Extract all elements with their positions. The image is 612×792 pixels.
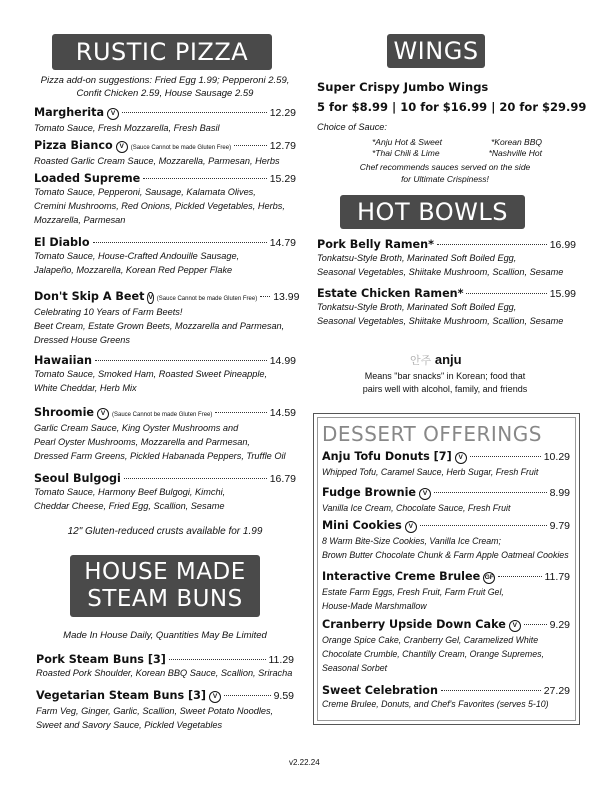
item-name: Margherita [34,106,105,119]
item-description: Mozzarella, Parmesan [34,215,126,225]
item-price: 9.79 [549,520,570,532]
vegetarian-icon: V [509,620,521,632]
sauce-label: Choice of Sauce: [317,122,387,132]
item-description: Brown Butter Chocolate Chunk & Farm Apple Oatmeal Cookies [322,550,569,560]
pizza-item [34,139,296,168]
item-description: Celebrating 10 Years of Farm Beets! [34,307,183,317]
item-name: Pork Belly Ramen* [317,238,434,251]
item-description: Farm Veg, Ginger, Garlic, Scallion, Sweet Potato Noodles, [36,706,274,716]
item-header [34,354,296,367]
item-name: Hawaiian [34,354,92,367]
item-header [322,486,570,501]
item-price: 14.99 [269,355,296,367]
item-description: Beet Cream, Estate Grown Beets, Mozzarella and Parmesan, [34,321,285,331]
item-name: Estate Chicken Ramen* [317,287,464,300]
steam-buns-note: Made In House Daily, Quantities May Be Limited [63,630,267,641]
dessert-item [322,684,570,711]
sauce-nashville: *Nashville Hot [488,148,542,158]
dessert-item [322,618,570,675]
pizza-item [34,406,296,463]
vegetarian-icon: V [209,691,221,703]
item-header [34,106,296,121]
wings-price-10: 10 for $16.99 [400,100,488,114]
anju-korean: 안주 [410,355,432,367]
wings-price-20: 20 for $29.99 [499,100,587,114]
dessert-title: DESSERT OFFERINGS [322,422,542,446]
item-header [322,519,570,534]
item-description: Dressed Farm Greens, Pickled Habanada Peppers, Truffle Oil [34,451,286,461]
steam-bun-item [36,689,294,732]
item-price: 15.29 [269,173,296,185]
item-description: Tonkatsu-Style Broth, Marinated Soft Boiled Egg, [317,253,517,263]
item-name: Pork Steam Buns [3] [36,653,166,666]
item-description: Tomato Sauce, Fresh Mozzarella, Fresh Basil [34,123,220,133]
pizza-item [34,354,296,395]
item-header [317,287,576,300]
steam-bun-item [36,653,294,680]
item-sauce-note: (Sauce Cannot be made Gluten Free) [130,145,232,151]
item-price: 13.99 [273,291,300,303]
wings-prices: 5 for $8.99 | 10 for $16.99 | 20 for $29.99 [317,100,587,114]
item-description: Estate Farm Eggs, Fresh Fruit, Farm Fruit Gel, [322,587,504,597]
dot-leader [437,244,547,245]
dot-leader [434,492,547,493]
vegetarian-icon: V [455,452,467,464]
item-description: Whipped Tofu, Caramel Sauce, Herb Sugar, Fresh Fruit [322,467,539,477]
gluten-free-icon: GF [483,572,495,584]
anju-definition: Means "bar snacks" in Korean; food that pairs well with alcohol, family, and friends [362,371,528,394]
item-description: Roasted Pork Shoulder, Korean BBQ Sauce, Scallion, Sriracha [36,668,293,678]
item-description: Cremini Mushrooms, Red Onions, Pickled Vegetables, Herbs, [34,201,285,211]
item-description: Garlic Cream Sauce, King Oyster Mushrooms and [34,423,239,433]
dessert-item [322,519,570,562]
item-description: Seasonal Vegetables, Shiitake Mushroom, Scallion, Sesame [317,316,564,326]
rustic-pizza-title: RUSTIC PIZZA [75,38,249,66]
pizza-item [34,290,300,347]
item-price: 16.79 [269,473,296,485]
item-price: 16.99 [549,239,576,251]
dessert-item [322,450,570,479]
item-sauce-note: (Sauce Cannot be made Gluten Free) [112,412,213,418]
dot-leader [470,456,541,457]
item-header [322,618,570,633]
item-description: 8 Warm Bite-Size Cookies, Vanilla Ice Cream; [322,536,501,546]
item-name: Don't Skip A Beet [34,290,145,303]
item-description: Chocolate Crumble, Chantilly Cream, Orange Supremes, [322,649,544,659]
sauce-anju: *Anju Hot & Sweet [372,137,442,147]
item-description: Orange Spice Cake, Cranberry Gel, Caramelized White [322,635,539,645]
pizza-item [34,472,296,513]
dot-leader [143,178,266,179]
item-name: Cranberry Upside Down Cake [322,618,506,631]
item-description: Cheddar Cheese, Fried Egg, Scallion, Sesame [34,501,225,511]
item-description: Dressed House Greens [34,335,131,345]
pizza-item [34,172,296,227]
wings-subtitle: Super Crispy Jumbo Wings [317,80,489,94]
wings-chef-note: Chef recommends sauces served on the side for Ultimate Crispiness! [359,162,531,184]
item-name: Pizza Bianco [34,139,113,152]
wings-price-5: 5 for $8.99 [317,100,388,114]
steam-buns-banner [70,555,260,617]
hot-bowl-item [317,238,576,279]
item-header [34,236,296,249]
vegetarian-icon: V [419,488,431,500]
item-header [36,653,294,666]
item-price: 9.29 [549,619,570,631]
dot-leader [224,695,271,696]
item-description: Roasted Garlic Cream Sauce, Mozzarella, Parmesan, Herbs [34,156,280,166]
sauce-thai-chili: *Thai Chili & Lime [372,148,440,158]
item-description: Seasonal Vegetables, Shiitake Mushroom, Scallion, Sesame [317,267,564,277]
item-header [34,139,296,154]
item-header [36,689,294,704]
vegetarian-icon: V [405,521,417,533]
item-name: El Diablo [34,236,90,249]
item-description: Tomato Sauce, Harmony Beef Bulgogi, Kimchi, [34,487,226,497]
rustic-pizza-banner [52,34,272,70]
item-description: Sweet and Savory Sauce, Pickled Vegetables [36,720,223,730]
item-header [322,570,570,585]
item-header [34,172,296,185]
vegetarian-icon: V [116,141,128,153]
dot-leader [234,145,267,146]
item-price: 11.79 [544,571,570,583]
item-price: 11.29 [268,654,294,666]
pizza-item [34,106,296,135]
item-description: White Cheddar, Herb Mix [34,383,137,393]
dot-leader [420,525,547,526]
hot-bowl-item [317,287,576,328]
vegetarian-icon: V [107,108,119,120]
item-price: 10.29 [543,451,570,463]
pizza-item [34,236,296,277]
item-price: 12.29 [269,107,296,119]
item-description: Tomato Sauce, House-Crafted Andouille Sausage, [34,251,240,261]
item-header [34,472,296,485]
item-header [322,450,570,465]
dot-leader [498,576,541,577]
item-description: Pearl Oyster Mushrooms, Mozzarella and Parmesan, [34,437,250,447]
steam-buns-title-1: HOUSE MADE [84,559,246,585]
item-name: Vegetarian Steam Buns [3] [36,689,207,702]
dot-leader [169,659,266,660]
item-name: Sweet Celebration [322,684,438,697]
dot-leader [524,624,547,625]
item-description: Tomato Sauce, Pepperoni, Sausage, Kalamata Olives, [34,187,256,197]
item-description: Tomato Sauce, Smoked Ham, Roasted Sweet Pineapple, [34,369,268,379]
item-sauce-note: (Sauce Cannot be made Gluten Free) [156,296,258,302]
anju-logo [410,352,462,368]
dot-leader [441,690,541,691]
item-name: Mini Cookies [322,519,402,532]
item-price: 14.79 [269,237,296,249]
wings-title: WINGS [393,37,479,65]
item-description: Creme Brulee, Donuts, and Chef's Favorites (serves 5-10) [322,699,549,709]
sauce-korean-bbq: *Korean BBQ [490,137,542,147]
hot-bowls-banner [340,195,525,229]
item-name: Shroomie [34,406,94,419]
wings-banner [387,34,485,68]
dessert-item [322,570,570,613]
item-header [322,684,570,697]
dot-leader [124,478,267,479]
item-description: Jalapeño, Mozzarella, Korean Red Pepper Flake [34,265,233,275]
vegetarian-icon: V [97,408,109,420]
gluten-note: 12" Gluten-reduced crusts available for 1.99 [67,526,263,537]
item-name: Anju Tofu Donuts [7] [322,450,452,463]
item-price: 14.59 [269,407,296,419]
item-price: 9.59 [273,690,294,702]
item-price: 27.29 [543,685,570,697]
item-header [34,290,300,305]
item-description: Tonkatsu-Style Broth, Marinated Soft Boiled Egg, [317,302,517,312]
pizza-addon-note: Pizza add-on suggestions: Fried Egg 1.99; Pepperoni 2.59, Confit Chicken 2.59, House Sausage 2.59 [40,75,290,99]
dessert-item [322,486,570,515]
item-description: House-Made Marshmallow [322,601,427,611]
dot-leader [466,293,546,294]
item-description: Vanilla Ice Cream, Chocolate Sauce, Fresh Fruit [322,503,511,513]
dot-leader [260,296,270,297]
item-description: Seasonal Sorbet [322,663,388,673]
dot-leader [122,112,267,113]
item-price: 8.99 [549,487,570,499]
item-name: Seoul Bulgogi [34,472,121,485]
anju-word: anju [434,352,462,367]
hot-bowls-title: HOT BOWLS [357,198,508,226]
dot-leader [93,242,267,243]
item-name: Interactive Creme Brulee [322,570,481,583]
item-name: Fudge Brownie [322,486,417,499]
sauce-grid [372,137,542,159]
item-header [317,238,576,251]
dot-leader [215,412,266,413]
item-price: 15.99 [549,288,576,300]
version-label: v2.22.24 [289,758,320,767]
steam-buns-title-2: STEAM BUNS [87,586,243,612]
item-header [34,406,296,421]
item-name: Loaded Supreme [34,172,141,185]
vegetarian-icon: V [147,292,153,304]
dot-leader [95,360,267,361]
item-price: 12.79 [269,140,296,152]
